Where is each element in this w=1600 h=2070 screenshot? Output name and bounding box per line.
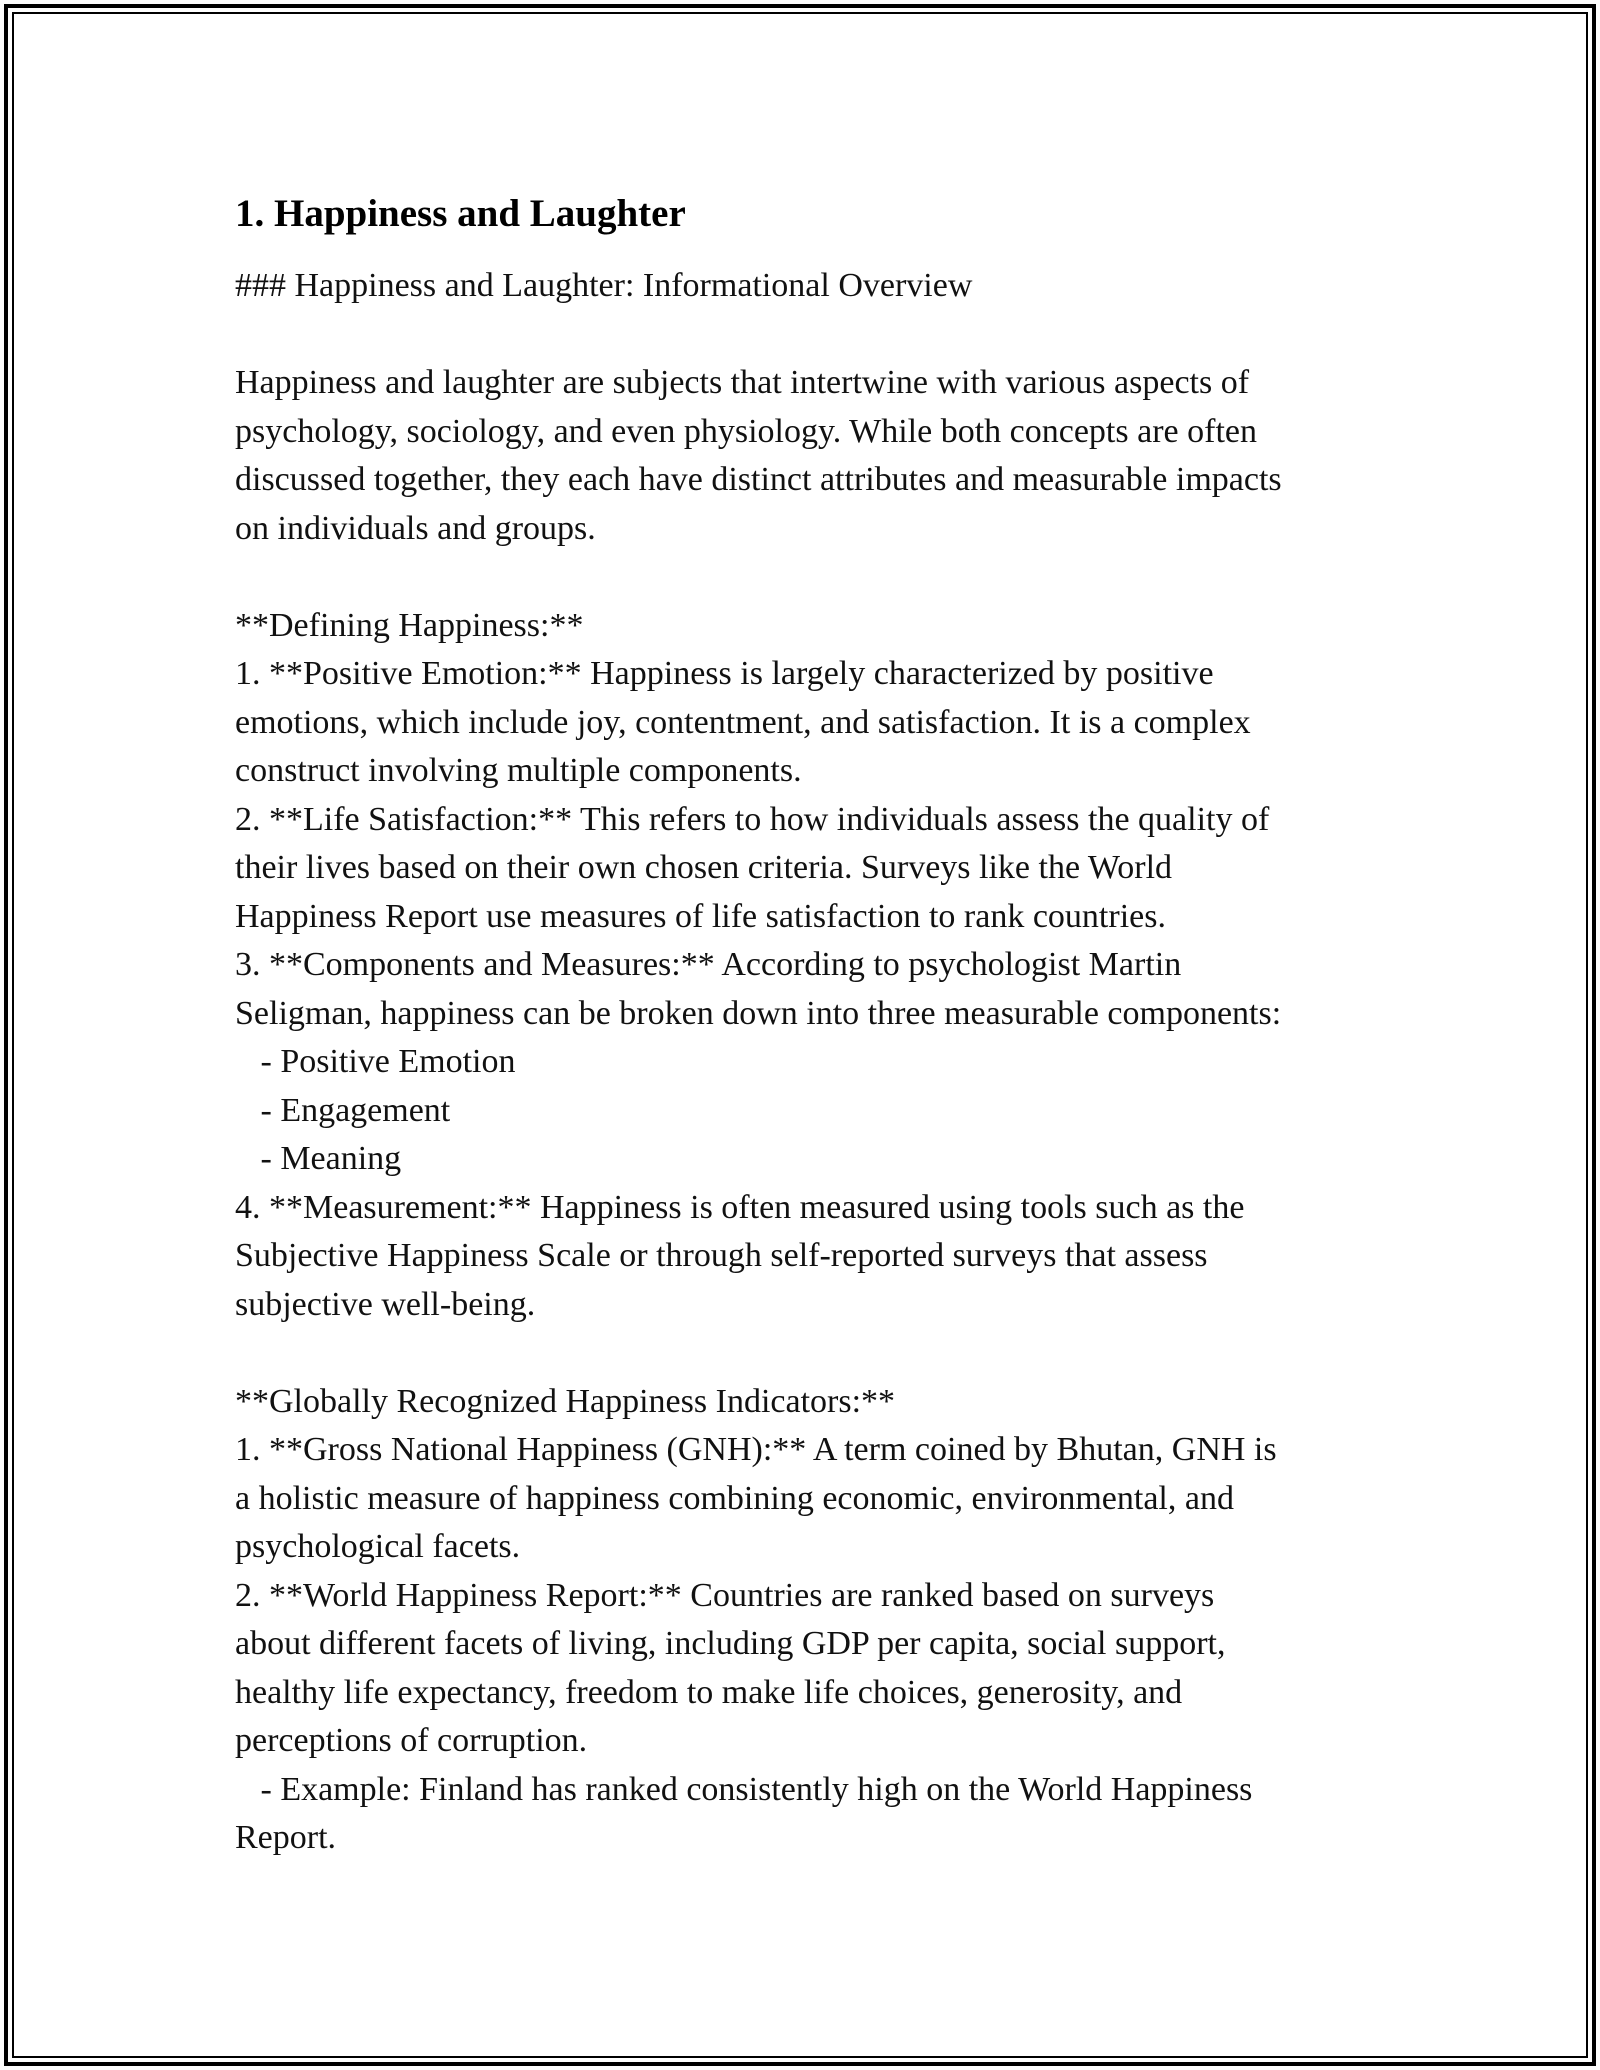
text-line: healthy life expectancy, freedom to make life choices, generosity, and xyxy=(235,1673,1183,1711)
bullet-item: - Positive Emotion xyxy=(235,1043,516,1080)
defining-happiness-section xyxy=(235,602,1385,1330)
text-line: 4. **Measurement:** Happiness is often measured using tools such as the xyxy=(235,1188,1245,1226)
section-heading: **Defining Happiness:** xyxy=(235,606,584,644)
text-line: perceptions of corruption. xyxy=(235,1722,588,1759)
intro-paragraph xyxy=(235,359,1385,553)
text-line: 3. **Components and Measures:** According to psychologist Martin xyxy=(235,946,1182,983)
text-line: discussed together, they each have distinct attributes and measurable impacts xyxy=(235,461,1282,498)
text-line: construct involving multiple components. xyxy=(235,752,802,789)
text-line: Subjective Happiness Scale or through self-reported surveys that assess xyxy=(235,1237,1208,1274)
paragraph-gap xyxy=(235,311,1385,360)
text-line: Report. xyxy=(235,1819,337,1856)
document-title: 1. Happiness and Laughter xyxy=(235,192,686,235)
paragraph-gap xyxy=(235,1329,1385,1378)
text-line: a holistic measure of happiness combining economic, environmental, and xyxy=(235,1479,1234,1517)
bullet-item: - Engagement xyxy=(235,1091,451,1129)
text-line: Happiness and laughter are subjects that intertwine with various aspects of xyxy=(235,364,1250,401)
text-line: emotions, which include joy, contentment, and satisfaction. It is a complex xyxy=(235,703,1251,741)
document-subtitle: ### Happiness and Laughter: Informational Overview xyxy=(235,267,973,304)
document-body xyxy=(235,188,1385,1863)
text-line: 2. **Life Satisfaction:** This refers to how individuals assess the quality of xyxy=(235,800,1270,838)
bullet-item: - Meaning xyxy=(235,1140,402,1177)
text-line: psychology, sociology, and even physiology. While both concepts are often xyxy=(235,412,1257,450)
paragraph-gap xyxy=(235,553,1385,602)
text-line: subjective well-being. xyxy=(235,1285,536,1323)
text-line: Seligman, happiness can be broken down into three measurable components: xyxy=(235,994,1282,1032)
text-line: 1. **Positive Emotion:** Happiness is largely characterized by positive xyxy=(235,655,1214,692)
bullet-item: - Example: Finland has ranked consistently high on the World Happiness xyxy=(235,1770,1253,1808)
text-line: 1. **Gross National Happiness (GNH):** A term coined by Bhutan, GNH is xyxy=(235,1431,1277,1468)
text-line: about different facets of living, including GDP per capita, social support, xyxy=(235,1625,1226,1662)
text-line: on individuals and groups. xyxy=(235,509,596,547)
text-line: 2. **World Happiness Report:** Countries are ranked based on surveys xyxy=(235,1576,1215,1614)
happiness-indicators-section xyxy=(235,1378,1385,1863)
text-line: their lives based on their own chosen criteria. Surveys like the World xyxy=(235,849,1173,886)
text-line: psychological facets. xyxy=(235,1528,521,1565)
text-line: Happiness Report use measures of life satisfaction to rank countries. xyxy=(235,897,1166,935)
section-heading: **Globally Recognized Happiness Indicators:** xyxy=(235,1382,896,1420)
